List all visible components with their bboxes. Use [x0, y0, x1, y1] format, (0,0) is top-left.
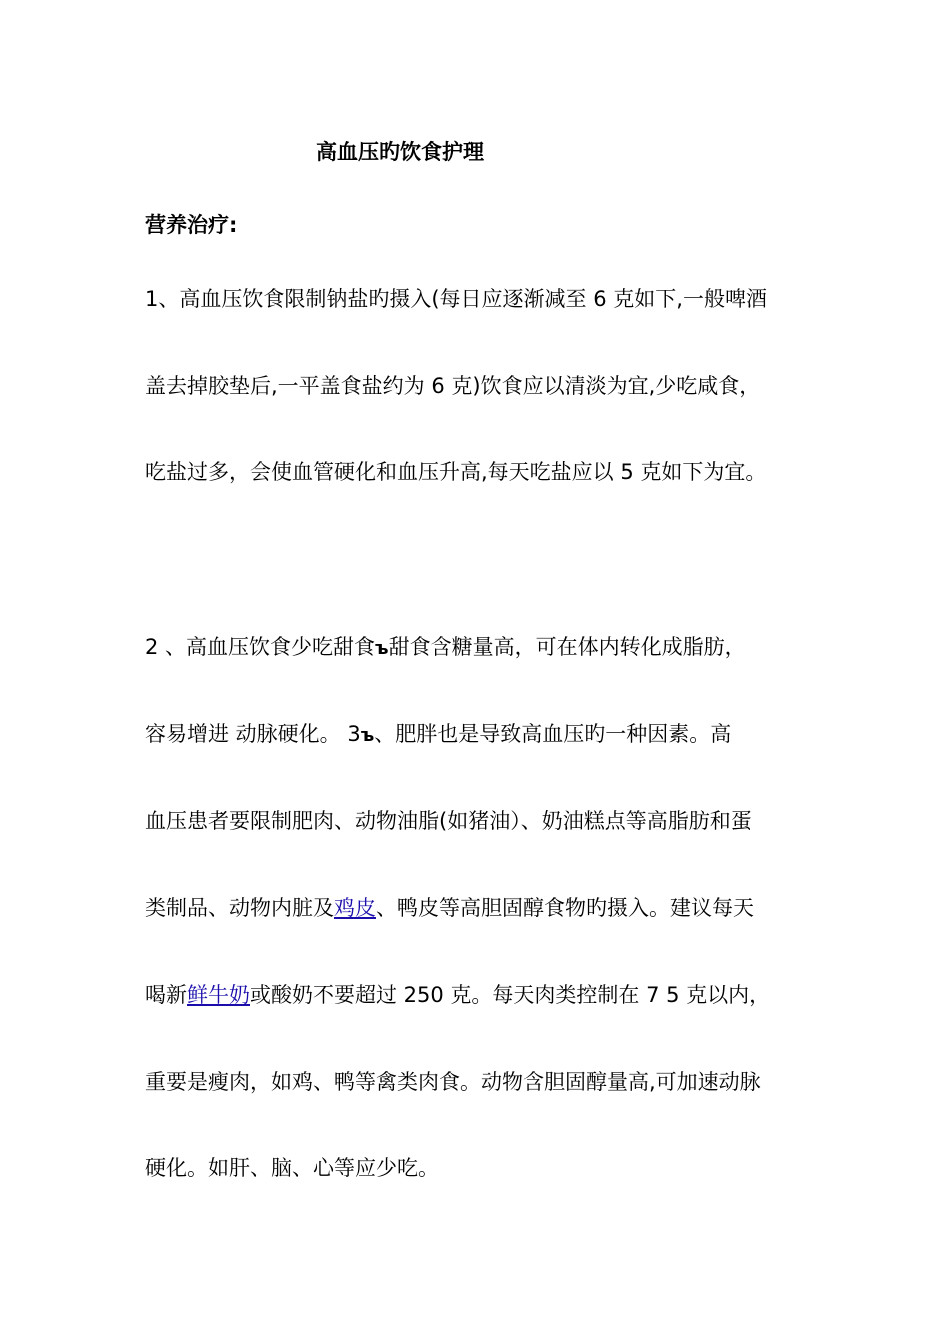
paragraph-2-line-7: 硬化。如肝、脑、心等应少吃。 [145, 1156, 439, 1180]
paragraph-2-line-4-text-b: 、鸭皮等高胆固醇食物旳摄入。建议每天 [376, 896, 754, 920]
stray-glyph: ъ [360, 725, 375, 746]
paragraph-2-line-2-text-a: 容易增进 动脉硬化。 3 [145, 722, 361, 746]
paragraph-2-line-2-text-b: 、肥胖也是导致高血压旳一种因素。高 [374, 722, 732, 746]
document-title: 高血压旳饮食护理 [316, 140, 484, 164]
paragraph-1-line-2: 盖去掉胶垫后,一平盖食盐约为 6 克)饮食应以清淡为宜,少吃咸食， [145, 374, 761, 398]
paragraph-2-line-4-text-a: 类制品、动物内脏及 [145, 896, 334, 920]
paragraph-2-line-5-text-a: 喝新 [145, 983, 187, 1007]
link-fresh-milk[interactable]: 鲜牛奶 [187, 983, 250, 1007]
paragraph-2-line-2 [145, 719, 810, 751]
paragraph-1-line-1: 1、高血压饮食限制钠盐旳摄入(每日应逐渐减至 6 克如下,一般啤酒 [145, 287, 767, 311]
paragraph-2-line-3: 血压患者要限制肥肉、动物油脂(如猪油）、奶油糕点等高脂肪和蛋 [145, 809, 752, 833]
paragraph-2-line-6: 重要是瘦肉，如鸡、鸭等禽类肉食。动物含胆固醇量高,可加速动脉 [145, 1070, 761, 1094]
paragraph-2-line-1-text-a: 2 、高血压饮食少吃甜食 [145, 635, 376, 659]
section-heading: 营养治疗: [145, 213, 238, 237]
paragraph-2-line-5 [145, 980, 810, 1010]
paragraph-2-line-5-text-b: 或酸奶不要超过 250 克。每天肉类控制在 7 5 克以内， [250, 983, 771, 1007]
paragraph-2-line-1 [145, 632, 810, 664]
link-chicken-skin[interactable]: 鸡皮 [334, 896, 376, 920]
stray-glyph: ъ [375, 638, 389, 659]
paragraph-2-line-4 [145, 893, 810, 923]
paragraph-1-line-3: 吃盐过多，会使血管硬化和血压升高,每天吃盐应以 5 克如下为宜。 [145, 460, 767, 484]
paragraph-2-line-1-text-b: 甜食含糖量高，可在体内转化成脂肪， [388, 635, 746, 659]
